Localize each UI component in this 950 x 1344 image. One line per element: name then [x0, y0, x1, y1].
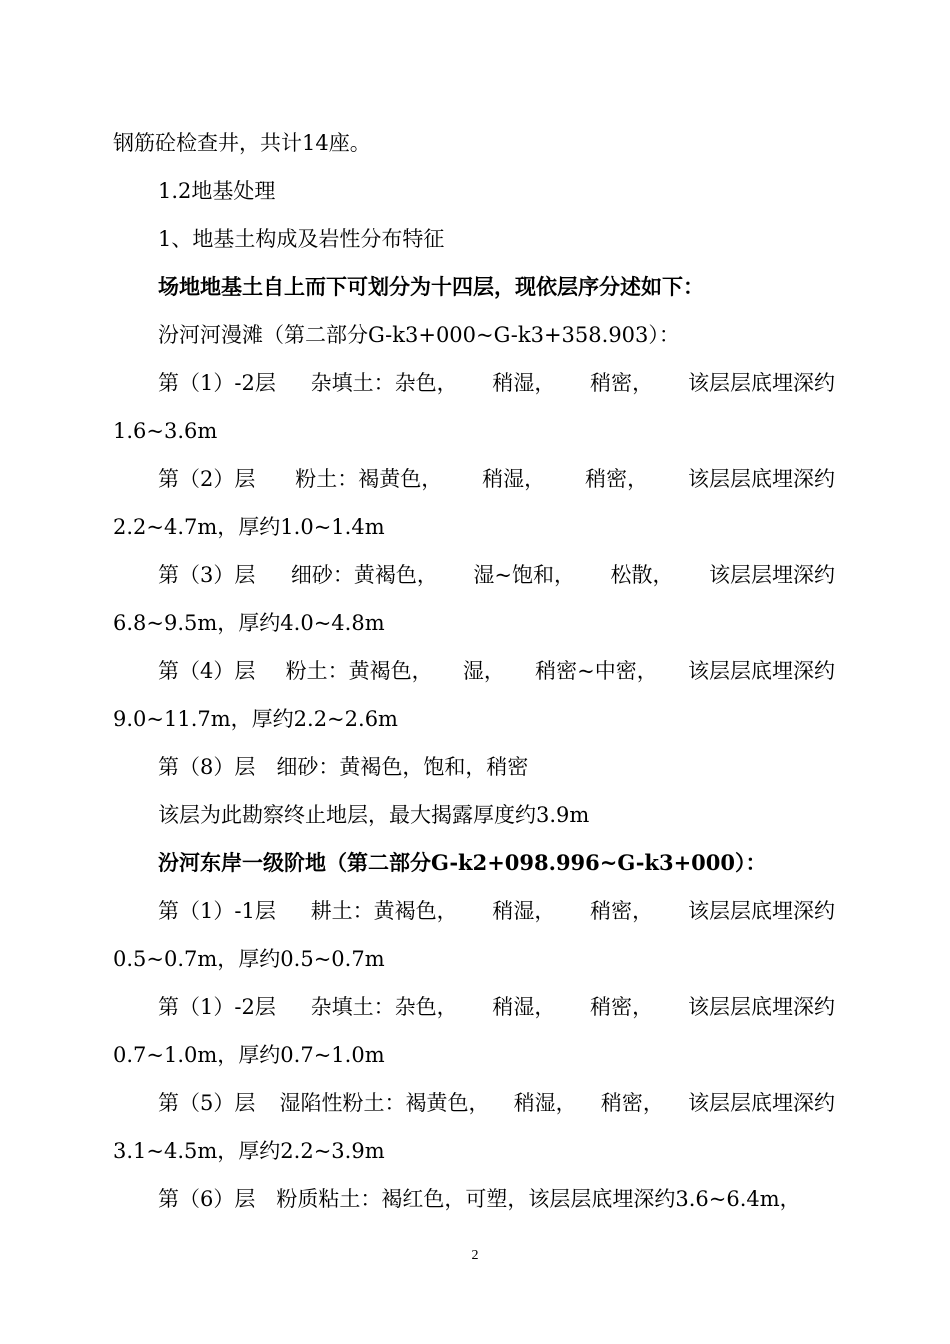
- layer-depth-line: 2.2~4.7m，厚约1.0~1.4m: [113, 515, 385, 539]
- layer-depth-line: 6.8~9.5m，厚约4.0~4.8m: [113, 611, 385, 635]
- bold-intro-line: 场地地基土自上而下可划分为十四层，现依层序分述如下：: [158, 274, 704, 299]
- layer-depth-line: 3.1~4.5m，厚约2.2~3.9m: [113, 1139, 385, 1163]
- section-heading: 1.2地基处理: [158, 179, 276, 203]
- layer-line-8: 第（8）层 细砂：黄褐色，饱和，稍密: [158, 755, 529, 779]
- layer-depth-line: 9.0~11.7m，厚约2.2~2.6m: [113, 707, 398, 731]
- layer-line-2: 第（2）层 粉土：褐黄色， 稍湿， 稍密， 该层层底埋深约: [158, 467, 835, 491]
- layer-line-1-2: 第（1）-2层 杂填土：杂色， 稍湿， 稍密， 该层层底埋深约: [158, 371, 835, 395]
- layer-line-4: 第（4）层 粉土：黄褐色， 湿， 稍密~中密， 该层层底埋深约: [158, 659, 835, 683]
- zone-heading-east-terrace: 汾河东岸一级阶地（第二部分G-k2+098.996~G-k3+000）：: [158, 850, 767, 875]
- layer-depth-line: 0.7~1.0m，厚约0.7~1.0m: [113, 1043, 385, 1067]
- layer-line-6: 第（6）层 粉质粘土：褐红色，可塑，该层层底埋深约3.6~6.4m，: [158, 1187, 801, 1211]
- layer-line-5: 第（5）层 湿陷性粉土：褐黄色， 稍湿， 稍密， 该层层底埋深约: [158, 1091, 835, 1115]
- layer-line-3: 第（3）层 细砂：黄褐色， 湿~饱和， 松散， 该层层埋深约: [158, 563, 835, 587]
- paragraph-continuation: 钢筋砼检查井，共计14座。: [113, 131, 371, 155]
- subsection-heading: 1、地基土构成及岩性分布特征: [158, 227, 445, 251]
- page-number: 2: [471, 1248, 479, 1263]
- termination-note: 该层为此勘察终止地层，最大揭露厚度约3.9m: [158, 803, 590, 827]
- layer-line-1-1: 第（1）-1层 耕土：黄褐色， 稍湿， 稍密， 该层层底埋深约: [158, 899, 835, 923]
- layer-depth-line: 0.5~0.7m，厚约0.5~0.7m: [113, 947, 385, 971]
- layer-depth-line: 1.6~3.6m: [113, 419, 218, 443]
- layer-line-1-2-terrace: 第（1）-2层 杂填土：杂色， 稍湿， 稍密， 该层层底埋深约: [158, 995, 835, 1019]
- zone-heading-floodplain: 汾河河漫滩（第二部分G-k3+000~G-k3+358.903）：: [158, 323, 680, 347]
